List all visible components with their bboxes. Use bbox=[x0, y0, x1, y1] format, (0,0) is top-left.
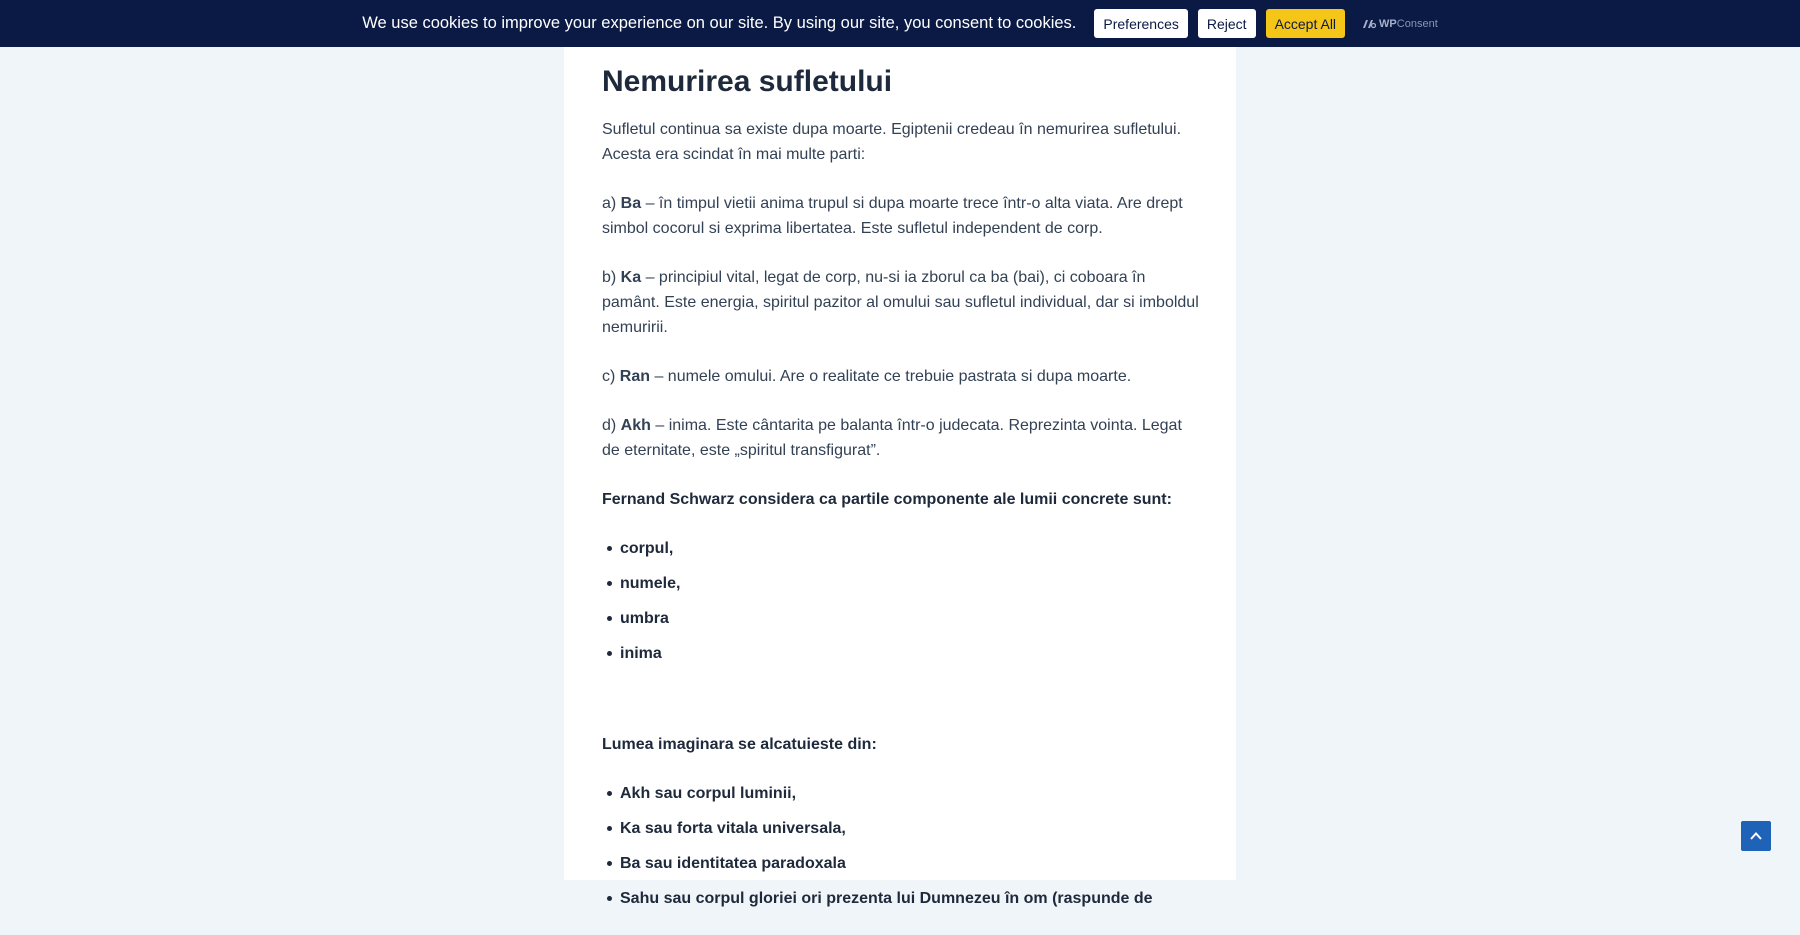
cookie-banner bbox=[0, 0, 1800, 47]
wpconsent-logo-icon bbox=[1362, 19, 1376, 29]
term-akh: Akh bbox=[620, 417, 651, 434]
concrete-list bbox=[602, 536, 1202, 666]
article-container bbox=[564, 0, 1236, 907]
term-ka: Ka bbox=[620, 269, 642, 286]
imaginary-heading: Lumea imaginara se alcatuieste din: bbox=[602, 736, 877, 753]
brand-consent: Consent bbox=[1396, 17, 1438, 30]
term-ran: Ran bbox=[619, 368, 651, 385]
part-c: c) Ran – numele omului. Are o realitate ce trebuie pastrata si dupa moarte. bbox=[602, 368, 1132, 385]
part-b: b) Ka – principiul vital, legat de corp, nu-si ia zborul ca ba (bai), ci coboara în pamânt. Este energia, spiritul pazitor al omului sau sufletul individual, dar si imboldul nemuririi. bbox=[602, 269, 1199, 336]
accept-all-button[interactable]: Accept All bbox=[1266, 9, 1345, 38]
list-item: Ka sau forta vitala universala, bbox=[620, 816, 1202, 841]
list-item: inima bbox=[620, 641, 1202, 666]
brand-wp: WP bbox=[1379, 17, 1397, 30]
list-item: umbra bbox=[620, 606, 1202, 631]
list-item: numele, bbox=[620, 571, 1202, 596]
cookie-message: We use cookies to improve your experience on our site. By using our site, you consent to cookies. bbox=[362, 14, 1077, 32]
part-a: a) Ba – în timpul vietii anima trupul si dupa moarte trece într-o alta viata. Are drept simbol cocorul si exprima libertatea. Este sufletul independent de corp. bbox=[602, 195, 1183, 237]
imaginary-list bbox=[602, 781, 1202, 911]
scroll-to-top-button[interactable] bbox=[1741, 821, 1771, 851]
list-item: Ba sau identitatea paradoxala bbox=[620, 851, 1202, 876]
chevron-up-icon bbox=[1748, 828, 1764, 844]
list-item: Sahu sau corpul gloriei ori prezenta lui Dumnezeu în om (raspunde de bbox=[620, 886, 1202, 911]
reject-button[interactable]: Reject bbox=[1198, 9, 1256, 38]
preferences-button[interactable]: Preferences bbox=[1094, 9, 1187, 38]
list-item: Akh sau corpul luminii, bbox=[620, 781, 1202, 806]
list-item: corpul, bbox=[620, 536, 1202, 561]
concrete-heading: Fernand Schwarz considera ca partile componente ale lumii concrete sunt: bbox=[602, 491, 1172, 508]
part-d: d) Akh – inima. Este cântarita pe balanta într-o judecata. Reprezinta vointa. Legat de eternitate, este „spiritul transfigurat”. bbox=[602, 417, 1182, 459]
wpconsent-brand[interactable] bbox=[1362, 18, 1438, 30]
page-title: Nemurirea sufletului bbox=[602, 65, 893, 98]
intro-paragraph: Sufletul continua sa existe dupa moarte. Egiptenii credeau în nemurirea sufletului. Acesta era scindat în mai multe parti: bbox=[602, 121, 1182, 163]
term-ba: Ba bbox=[620, 195, 642, 212]
article-body bbox=[602, 117, 1202, 935]
